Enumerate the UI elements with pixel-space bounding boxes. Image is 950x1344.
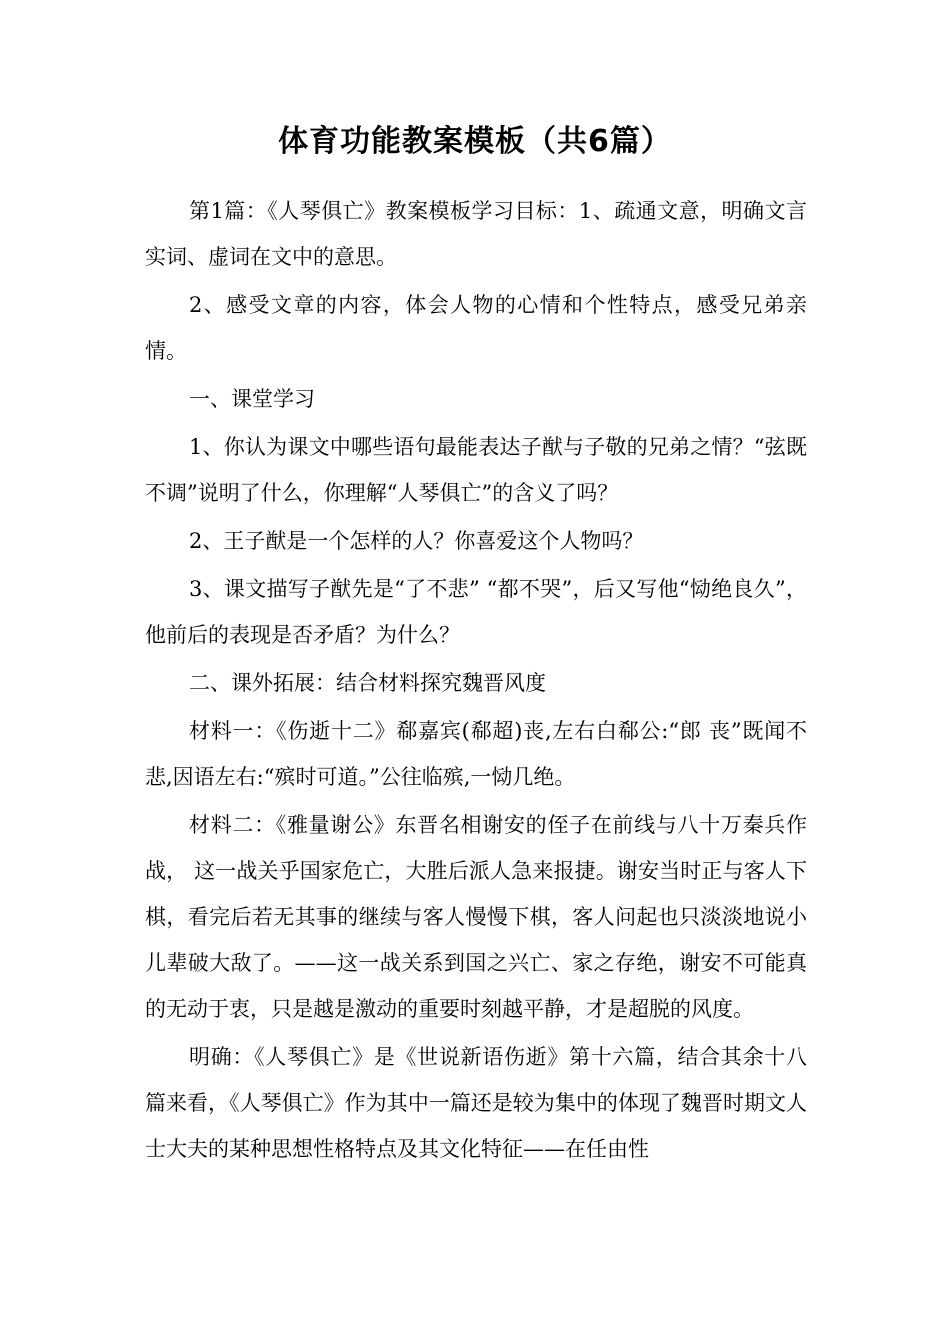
document-body — [145, 188, 807, 1174]
paragraph-question-1: 1、你认为课文中哪些语句最能表达子猷与子敬的兄弟之情？“弦既不调”说明了什么，你理解“人琴俱亡”的含义了吗？ — [145, 435, 807, 505]
section-heading-classroom-study: 一、课堂学习 — [189, 387, 315, 411]
paragraph-question-3: 3、课文描写子猷先是“了不悲” “都不哭”，后又写他“恸绝良久”，他前后的表现是否矛盾？为什么？ — [145, 577, 807, 647]
document-title: 体育功能教案模板（共6篇） — [278, 124, 672, 159]
paragraph-objective-2: 2、感受文章的内容，体会人物的心情和个性特点，感受兄弟亲情。 — [145, 293, 807, 363]
section-heading-extension: 二、课外拓展：结合材料探究魏晋风度 — [189, 671, 546, 695]
paragraph-material-2: 材料二：《雅量谢公》东晋名相谢安的侄子在前线与八十万秦兵作战， 这一战关乎国家危亡，大胜后派人急来报捷。谢安当时正与客人下棋，看完后若无其事的继续与客人慢慢下棋，客人问起也只淡淡地说小儿辈破大敌了。——这一战关系到国之兴亡、家之存绝，谢安不可能真的无动于衷，只是越是激动的重要时刻越平静，才是超脱的风度。 — [145, 813, 807, 1021]
paragraph-conclusion: 明确：《人琴俱亡》是《世说新语伤逝》第十六篇，结合其余十八篇来看，《人琴俱亡》作为其中一篇还是较为集中的体现了魏晋时期文人士大夫的某种思想性格特点及其文化特征——在任由性 — [145, 1045, 807, 1161]
paragraph-question-2: 2、王子猷是一个怎样的人？你喜爱这个人物吗？ — [189, 529, 644, 553]
paragraph-material-1: 材料一：《伤逝十二》郗嘉宾(郗超)丧,左右白郗公:“郎 丧”既闻不悲,因语左右:“殡时可道。”公往临殡,一恸几绝。 — [145, 719, 807, 789]
paragraph-lesson-1-objective-1: 第1篇：《人琴俱亡》教案模板学习目标：1、疏通文意，明确文言实词、虚词在文中的意思。 — [145, 199, 807, 269]
